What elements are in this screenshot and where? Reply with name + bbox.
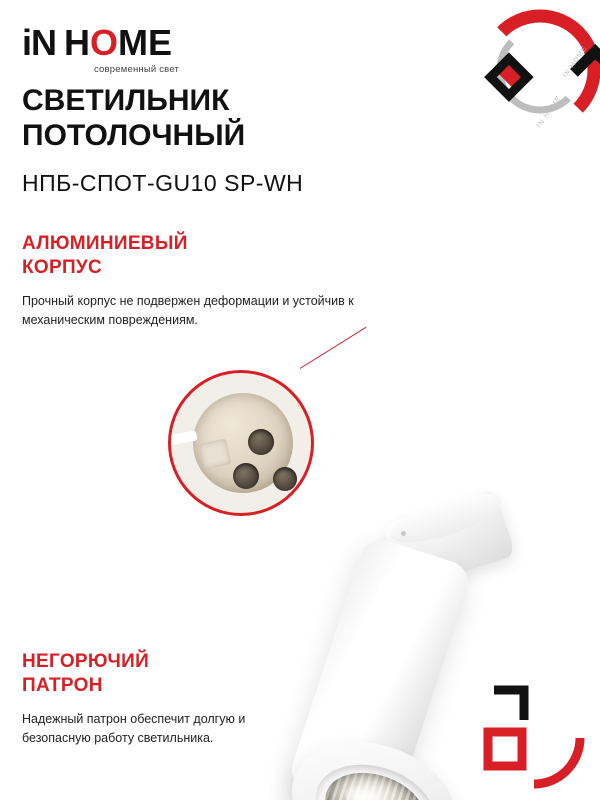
lamp-front-ring-inner <box>304 750 445 800</box>
svg-text:IN HOME: IN HOME <box>535 94 563 130</box>
feature-block-nonflammable-socket <box>22 650 282 748</box>
logo-in-text: iN <box>22 22 56 63</box>
lamp-body-highlight <box>318 574 398 779</box>
lamp-base-top <box>386 484 507 552</box>
feature-description: Надежный патрон обеспечит долгую и безопасную работу светильника. <box>22 711 246 745</box>
brand-logo <box>22 22 222 75</box>
lamp-reflector-lens <box>316 761 433 800</box>
gu10-socket <box>193 393 293 493</box>
logo-tagline: современный свет <box>94 64 180 75</box>
logo-wordmark <box>22 22 222 64</box>
logo-home-text: HOME <box>64 22 173 63</box>
socket-terminal-tab <box>199 438 232 469</box>
lamp-front-ring <box>276 722 472 800</box>
feature-heading-line2: КОРПУС <box>22 256 103 278</box>
feature-heading <box>22 232 372 280</box>
product-model: НПБ-СПОТ-GU10 SP-WH <box>22 170 304 196</box>
page-title-line1: СВЕТИЛЬНИК <box>22 84 230 117</box>
socket-zoom-circle <box>168 370 314 516</box>
socket-hole <box>233 463 259 489</box>
page-title-line2: ПОТОЛОЧНЫЙ <box>22 118 246 152</box>
feature-heading <box>22 650 282 698</box>
lamp-lens-highlight <box>342 783 377 800</box>
lamp-mounting-base <box>382 488 516 591</box>
corner-brand-mark-icon <box>470 0 600 170</box>
socket-hole <box>273 467 297 491</box>
feature-block-aluminium-body <box>22 232 372 330</box>
zoom-callout-line <box>300 327 367 369</box>
feature-heading-line1: НЕГОРЮЧИЙ <box>22 651 150 672</box>
socket-hole <box>248 429 274 455</box>
footer-brand-mark-icon <box>476 680 586 790</box>
lamp-body-tube <box>286 534 473 800</box>
feature-heading-line1: АЛЮМИНИЕВЫЙ <box>22 233 188 254</box>
page-title <box>22 84 245 153</box>
feature-description: Прочный корпус не подвержен деформации и устойчив к механическим повреждениям. <box>22 293 354 327</box>
lamp-base-screw-icon <box>401 531 406 536</box>
svg-text:IN HOME: IN HOME <box>561 44 589 80</box>
feature-heading-line2: ПАТРОН <box>22 674 103 696</box>
